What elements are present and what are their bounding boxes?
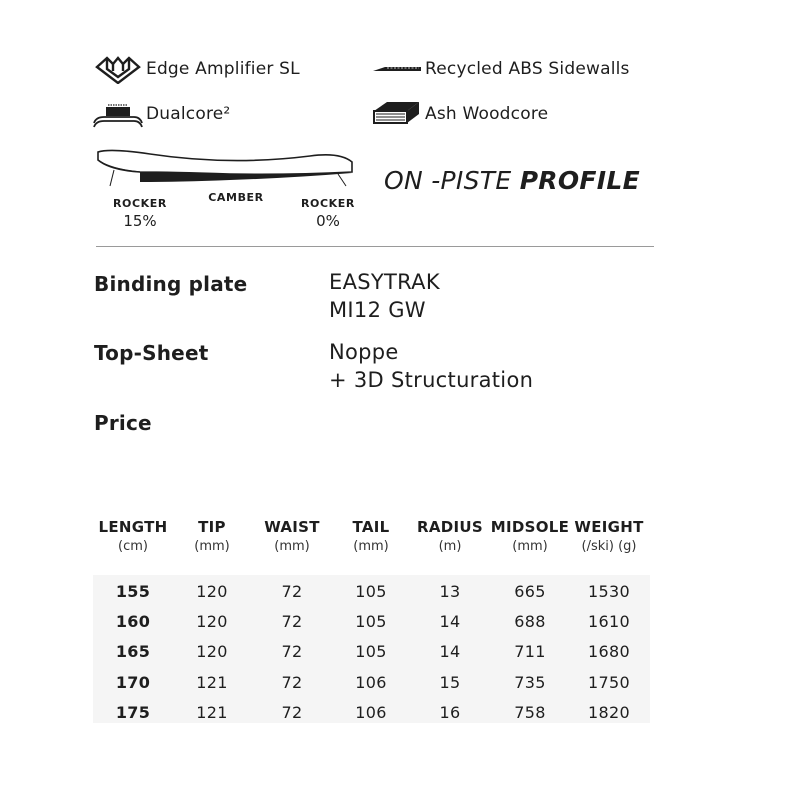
table-cell: 72 — [281, 702, 303, 722]
ski-profile-diagram — [90, 142, 360, 192]
table-cell: 170 — [115, 672, 151, 692]
spec-value-line: + 3D Structuration — [329, 368, 534, 392]
table-cell: 72 — [281, 612, 303, 632]
table-cell: 155 — [115, 582, 151, 601]
profile-title-bold: PROFILE — [519, 166, 641, 195]
table-cell: 160 — [115, 612, 151, 632]
spec-value-line: EASYTRAK — [329, 270, 440, 294]
table-cell: 165 — [115, 642, 151, 662]
table-cell: 121 — [196, 672, 228, 692]
table-cell: 106 — [355, 672, 387, 692]
table-cell: 1820 — [588, 702, 630, 722]
table-cell: 688 — [514, 612, 546, 632]
table-cell: 72 — [281, 582, 303, 601]
table-cell: 105 — [355, 612, 387, 632]
table-cell: 16 — [439, 702, 461, 722]
dualcore-icon — [92, 99, 144, 129]
table-cell: 15 — [439, 672, 461, 692]
table-cell: 14 — [439, 612, 461, 632]
camber-label: CAMBER — [208, 191, 264, 204]
divider — [96, 246, 654, 247]
feature-label: Edge Amplifier SL — [146, 59, 300, 79]
spec-label-price: Price — [94, 411, 152, 435]
rocker-front-label: ROCKER — [112, 197, 167, 210]
rocker-front-percent: 15% — [123, 212, 157, 230]
table-cell: 72 — [281, 672, 303, 692]
col-header-midsole: MIDSOLE (mm) — [490, 518, 570, 554]
table-cell: 105 — [355, 642, 387, 662]
rocker-rear-percent: 0% — [316, 212, 340, 230]
col-header-length: LENGTH (cm) — [98, 518, 168, 554]
sidewall-icon — [371, 54, 423, 84]
table-cell: 72 — [281, 642, 303, 662]
spec-value-line: Noppe — [329, 340, 399, 364]
table-cell: 175 — [115, 702, 151, 722]
table-cell: 1530 — [588, 582, 630, 601]
table-cell: 1750 — [588, 672, 630, 692]
spec-value-line: MI12 GW — [329, 298, 426, 322]
col-header-tail: TAIL (mm) — [352, 518, 390, 554]
feature-woodcore — [371, 99, 548, 129]
profile-title — [384, 166, 640, 195]
table-cell: 120 — [196, 582, 228, 601]
table-cell: 106 — [355, 702, 387, 722]
spec-value-top-sheet — [329, 338, 533, 394]
table-cell: 14 — [439, 642, 461, 662]
table-cell: 120 — [196, 642, 228, 662]
feature-sidewall — [371, 54, 630, 84]
table-cell: 711 — [514, 642, 546, 662]
spec-label-binding-plate: Binding plate — [94, 272, 248, 296]
rocker-rear-label: ROCKER — [300, 197, 355, 210]
feature-dualcore — [92, 99, 230, 129]
table-cell: 735 — [514, 672, 546, 692]
feature-label: Ash Woodcore — [425, 104, 549, 124]
edge-amplifier-icon — [92, 54, 144, 84]
table-cell: 665 — [514, 582, 546, 601]
col-header-waist: WAIST (mm) — [264, 518, 320, 554]
woodcore-icon — [371, 99, 423, 129]
table-cell: 121 — [196, 702, 228, 722]
feature-label: Recycled ABS Sidewalls — [425, 59, 630, 79]
table-cell: 1680 — [588, 642, 630, 662]
table-cell: 1610 — [588, 612, 630, 632]
feature-label: Dualcore² — [146, 104, 231, 124]
table-cell: 105 — [355, 582, 387, 601]
feature-edge-amplifier — [92, 54, 300, 84]
table-cell: 120 — [196, 612, 228, 632]
table-cell: 758 — [514, 702, 546, 722]
spec-label-top-sheet: Top-Sheet — [94, 341, 209, 365]
spec-value-binding-plate — [329, 268, 440, 324]
table-cell: 13 — [439, 582, 461, 601]
profile-title-light: ON -PISTE — [384, 166, 512, 195]
col-header-weight: WEIGHT (/ski) (g) — [574, 518, 644, 554]
col-header-radius: RADIUS (m) — [417, 518, 483, 554]
col-header-tip: TIP (mm) — [194, 518, 230, 554]
